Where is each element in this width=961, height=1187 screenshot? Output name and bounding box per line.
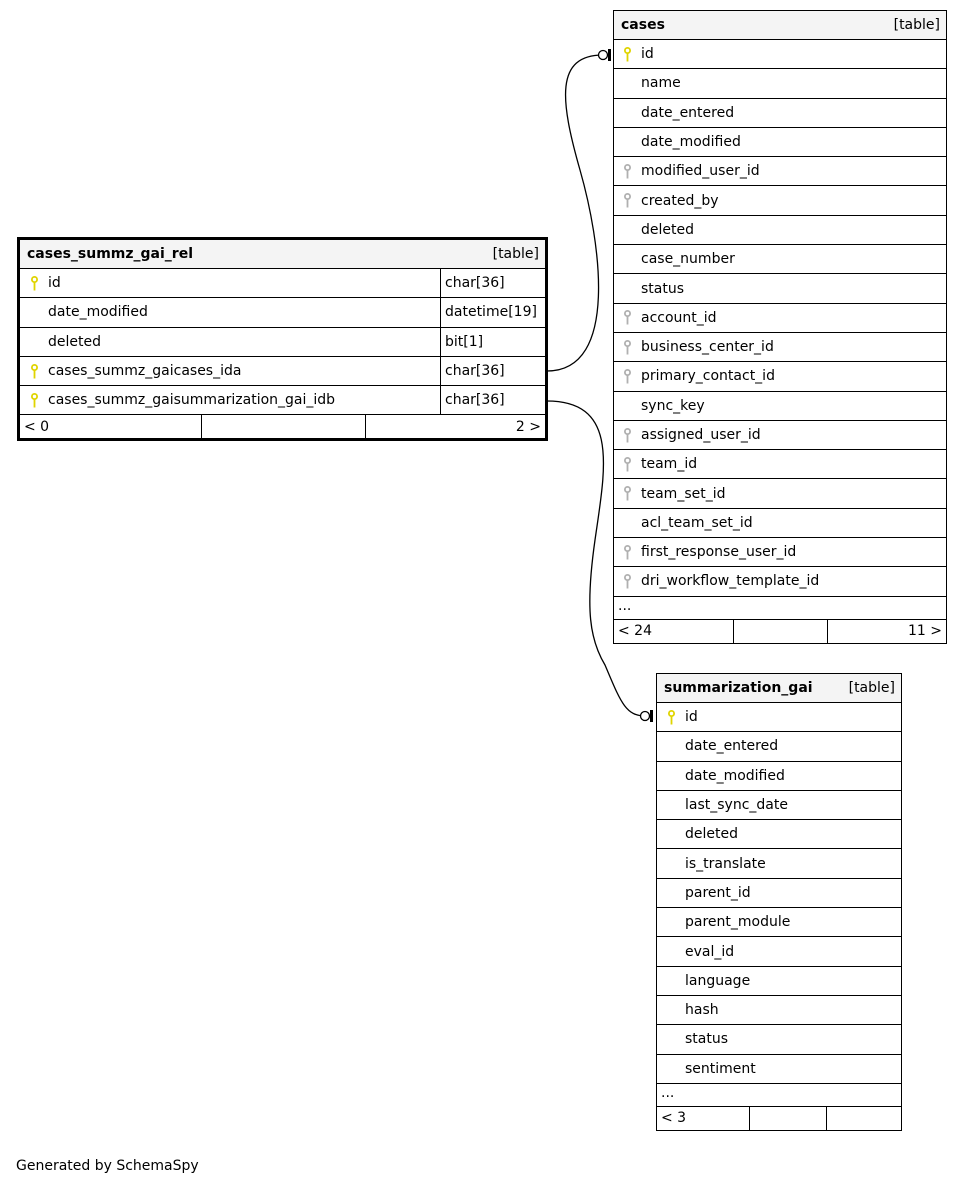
column-cell bbox=[614, 128, 946, 156]
foreign-key-icon bbox=[614, 450, 641, 478]
column-row[interactable] bbox=[657, 1025, 901, 1054]
table-header bbox=[614, 11, 946, 40]
column-cell bbox=[657, 1025, 901, 1053]
column-cell bbox=[20, 357, 440, 385]
column-name: first_response_user_id bbox=[641, 544, 797, 561]
column-name: deleted bbox=[48, 333, 101, 350]
column-cell bbox=[657, 820, 901, 848]
column-row[interactable] bbox=[614, 333, 946, 362]
column-name: id bbox=[48, 275, 61, 292]
parents-count[interactable]: < 24 bbox=[614, 620, 734, 643]
parents-count[interactable]: < 0 bbox=[20, 415, 202, 438]
foreign-key-icon bbox=[614, 362, 641, 390]
no-key-spacer bbox=[657, 849, 685, 877]
column-row[interactable] bbox=[657, 908, 901, 937]
column-cell bbox=[614, 186, 946, 214]
column-name: date_modified bbox=[685, 767, 785, 784]
column-row[interactable] bbox=[657, 967, 901, 996]
column-row[interactable] bbox=[657, 703, 901, 732]
more-columns-ellipsis: ... bbox=[657, 1084, 901, 1107]
table-kind: [table] bbox=[492, 246, 539, 262]
column-row[interactable] bbox=[614, 40, 946, 69]
column-cell bbox=[657, 791, 901, 819]
column-row[interactable] bbox=[657, 791, 901, 820]
one-cardinality-marker bbox=[608, 49, 611, 61]
column-cell bbox=[614, 40, 946, 68]
column-cell bbox=[614, 362, 946, 390]
table-kind: [table] bbox=[848, 680, 895, 696]
column-cell bbox=[614, 304, 946, 332]
column-row[interactable] bbox=[20, 269, 545, 298]
column-row[interactable] bbox=[614, 362, 946, 391]
foreign-key-icon bbox=[614, 421, 641, 449]
column-row[interactable] bbox=[657, 937, 901, 966]
column-name: hash bbox=[685, 1002, 719, 1019]
footer-middle bbox=[750, 1107, 827, 1130]
table-footer bbox=[657, 1107, 901, 1130]
column-cell bbox=[614, 450, 946, 478]
one-cardinality-marker bbox=[650, 710, 653, 722]
foreign-key-icon bbox=[614, 304, 641, 332]
column-row[interactable] bbox=[614, 186, 946, 215]
column-row[interactable] bbox=[614, 69, 946, 98]
column-cell bbox=[657, 879, 901, 907]
column-type: char[36] bbox=[440, 386, 545, 414]
column-name: sync_key bbox=[641, 397, 705, 414]
column-row[interactable] bbox=[20, 357, 545, 386]
column-cell bbox=[20, 269, 440, 297]
table-name[interactable]: cases bbox=[621, 17, 665, 33]
footer-middle bbox=[202, 415, 366, 438]
no-key-spacer bbox=[614, 99, 641, 127]
table-cases-summz-gai-rel[interactable] bbox=[17, 237, 548, 441]
column-name: case_number bbox=[641, 251, 735, 268]
children-count[interactable]: 11 > bbox=[908, 623, 942, 640]
table-name[interactable]: summarization_gai bbox=[664, 680, 813, 696]
parents-count[interactable]: < 3 bbox=[657, 1107, 750, 1130]
column-name: date_modified bbox=[641, 134, 741, 151]
column-row[interactable] bbox=[657, 1055, 901, 1084]
column-cell bbox=[657, 732, 901, 760]
no-key-spacer bbox=[657, 996, 685, 1024]
column-cell bbox=[657, 996, 901, 1024]
column-row[interactable] bbox=[614, 304, 946, 333]
table-header bbox=[20, 240, 545, 269]
column-row[interactable] bbox=[614, 509, 946, 538]
column-name: is_translate bbox=[685, 855, 766, 872]
primary-key-icon bbox=[20, 386, 48, 414]
column-row[interactable] bbox=[614, 567, 946, 596]
no-key-spacer bbox=[657, 908, 685, 936]
column-cell bbox=[614, 216, 946, 244]
column-row[interactable] bbox=[614, 245, 946, 274]
primary-key-icon bbox=[20, 269, 48, 297]
relationship-line-cases bbox=[547, 55, 603, 371]
column-name: primary_contact_id bbox=[641, 368, 775, 385]
column-type: char[36] bbox=[440, 357, 545, 385]
column-row[interactable] bbox=[20, 298, 545, 327]
column-row[interactable] bbox=[614, 421, 946, 450]
column-name: deleted bbox=[685, 826, 738, 843]
column-row[interactable] bbox=[614, 157, 946, 186]
primary-key-icon bbox=[614, 40, 641, 68]
column-name: acl_team_set_id bbox=[641, 514, 753, 531]
footer-middle bbox=[734, 620, 828, 643]
column-cell bbox=[20, 298, 440, 326]
column-cell bbox=[614, 479, 946, 507]
table-header bbox=[657, 674, 901, 703]
column-name: status bbox=[685, 1031, 729, 1048]
column-cell bbox=[657, 908, 901, 936]
no-key-spacer bbox=[614, 245, 641, 273]
column-row[interactable] bbox=[614, 450, 946, 479]
column-cell bbox=[614, 245, 946, 273]
column-cell bbox=[657, 703, 901, 731]
no-key-spacer bbox=[614, 392, 641, 420]
column-row[interactable] bbox=[614, 392, 946, 421]
column-row[interactable] bbox=[20, 328, 545, 357]
column-row[interactable] bbox=[614, 538, 946, 567]
column-cell bbox=[657, 967, 901, 995]
column-cell bbox=[614, 274, 946, 302]
column-cell bbox=[20, 386, 440, 414]
column-name: language bbox=[685, 972, 751, 989]
no-key-spacer bbox=[657, 820, 685, 848]
table-name[interactable]: cases_summz_gai_rel bbox=[27, 246, 193, 262]
foreign-key-icon bbox=[614, 157, 641, 185]
column-name: assigned_user_id bbox=[641, 427, 761, 443]
no-key-spacer bbox=[657, 791, 685, 819]
foreign-key-icon bbox=[614, 538, 641, 566]
column-name: parent_id bbox=[685, 884, 751, 901]
column-cell bbox=[614, 69, 946, 97]
column-row[interactable] bbox=[657, 762, 901, 791]
primary-key-icon bbox=[20, 357, 48, 385]
zero-cardinality-marker bbox=[599, 51, 608, 60]
no-key-spacer bbox=[657, 1025, 685, 1053]
column-name: dri_workflow_template_id bbox=[641, 573, 820, 590]
foreign-key-icon bbox=[614, 186, 641, 214]
column-name: id bbox=[685, 709, 698, 726]
no-key-spacer bbox=[20, 328, 48, 356]
column-name: eval_id bbox=[685, 943, 735, 960]
column-type: datetime[19] bbox=[440, 298, 545, 326]
no-key-spacer bbox=[614, 216, 641, 244]
column-cell bbox=[657, 937, 901, 965]
column-row[interactable] bbox=[614, 479, 946, 508]
table-summarization-gai[interactable] bbox=[656, 673, 902, 1131]
column-name: name bbox=[641, 75, 681, 92]
generated-by-label: Generated by SchemaSpy bbox=[16, 1158, 199, 1174]
no-key-spacer bbox=[614, 509, 641, 537]
column-cell bbox=[614, 567, 946, 595]
table-footer bbox=[614, 620, 946, 643]
column-name: date_modified bbox=[48, 304, 148, 321]
column-cell bbox=[614, 538, 946, 566]
column-name: cases_summz_gaisummarization_gai_idb bbox=[48, 392, 336, 409]
column-cell bbox=[614, 99, 946, 127]
column-cell bbox=[657, 1055, 901, 1083]
column-row[interactable] bbox=[20, 386, 545, 415]
column-cell bbox=[614, 333, 946, 361]
column-row[interactable] bbox=[657, 732, 901, 761]
column-name: last_sync_date bbox=[685, 797, 788, 814]
column-cell bbox=[614, 157, 946, 185]
column-type: bit[1] bbox=[440, 328, 545, 356]
column-cell bbox=[20, 328, 440, 356]
foreign-key-icon bbox=[614, 333, 641, 361]
table-kind: [table] bbox=[893, 17, 940, 33]
table-cases[interactable] bbox=[613, 10, 947, 644]
primary-key-icon bbox=[657, 703, 685, 731]
column-row[interactable] bbox=[657, 879, 901, 908]
column-name: date_entered bbox=[641, 104, 735, 121]
column-row[interactable] bbox=[614, 99, 946, 128]
column-name: business_center_id bbox=[641, 339, 774, 356]
no-key-spacer bbox=[657, 937, 685, 965]
column-row[interactable] bbox=[614, 128, 946, 157]
foreign-key-icon bbox=[614, 567, 641, 595]
column-row[interactable] bbox=[657, 849, 901, 878]
children-count[interactable] bbox=[827, 1107, 901, 1130]
column-name: modified_user_id bbox=[641, 163, 760, 180]
column-name: created_by bbox=[641, 192, 719, 209]
column-cell bbox=[614, 392, 946, 420]
no-key-spacer bbox=[657, 732, 685, 760]
column-row[interactable] bbox=[614, 216, 946, 245]
column-cell bbox=[657, 762, 901, 790]
column-name: team_set_id bbox=[641, 485, 726, 502]
children-count[interactable]: 2 > bbox=[515, 418, 541, 435]
table-footer bbox=[20, 415, 545, 438]
column-cell bbox=[614, 421, 946, 449]
column-name: deleted bbox=[641, 221, 694, 238]
column-name: sentiment bbox=[685, 1060, 756, 1077]
more-columns-ellipsis: ... bbox=[614, 597, 946, 620]
no-key-spacer bbox=[657, 967, 685, 995]
column-name: account_id bbox=[641, 309, 717, 326]
zero-cardinality-marker bbox=[641, 712, 650, 721]
column-name: status bbox=[641, 280, 685, 297]
no-key-spacer bbox=[657, 1055, 685, 1083]
column-cell bbox=[657, 849, 901, 877]
no-key-spacer bbox=[614, 128, 641, 156]
foreign-key-icon bbox=[614, 479, 641, 507]
column-name: id bbox=[641, 46, 654, 63]
column-row[interactable] bbox=[657, 996, 901, 1025]
no-key-spacer bbox=[657, 879, 685, 907]
column-type: char[36] bbox=[440, 269, 545, 297]
no-key-spacer bbox=[20, 298, 48, 326]
column-cell bbox=[614, 509, 946, 537]
column-name: parent_module bbox=[685, 914, 791, 931]
column-name: date_entered bbox=[685, 738, 779, 755]
no-key-spacer bbox=[614, 69, 641, 97]
column-name: cases_summz_gaicases_ida bbox=[48, 363, 242, 380]
column-name: team_id bbox=[641, 456, 698, 473]
column-row[interactable] bbox=[614, 274, 946, 303]
column-row[interactable] bbox=[657, 820, 901, 849]
no-key-spacer bbox=[657, 762, 685, 790]
no-key-spacer bbox=[614, 274, 641, 302]
